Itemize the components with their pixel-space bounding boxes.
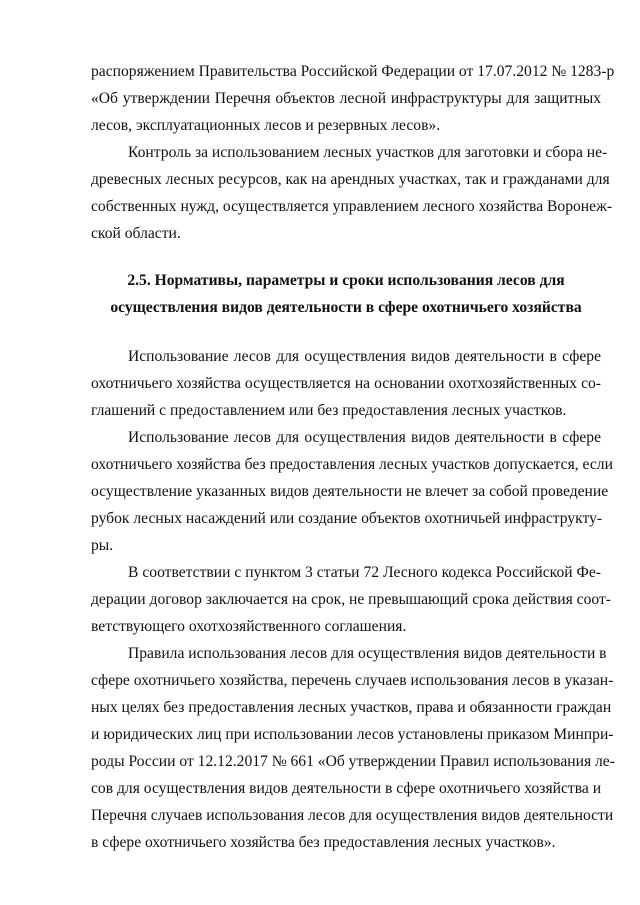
text-line: Контроль за использованием лесных участков для заготовки и сбора не- [128,144,608,161]
text-line: и юридических лиц при использовании лесов установлены приказом Минпри- [91,726,614,743]
text-line: сфере охотничьего хозяйства, перечень случаев использования лесов в указан- [91,672,614,689]
section-heading: осуществления видов деятельности в сфере охотничьего хозяйства [110,299,582,316]
text-line: сов для осуществления видов деятельности в сфере охотничьего хозяйства и [91,780,602,797]
text-line: охотничьего хозяйства без предоставления лесных участков допускается, если [91,456,613,473]
text-line: ных целях без предоставления лесных участков, права и обязанности граждан [91,699,612,716]
section-heading: 2.5. Нормативы, параметры и сроки использования лесов для [127,272,565,289]
text-line: ской области. [91,225,181,242]
text-line: дерации договор заключается на срок, не превышающий срока действия соот- [91,591,611,608]
text-line: «Об утверждении Перечня объектов лесной инфраструктуры для защитных [91,90,601,107]
text-line: собственных нужд, осуществляется управлением лесного хозяйства Воронеж- [91,198,613,215]
text-line: осуществление указанных видов деятельности не влечет за собой проведение [91,483,609,500]
text-line: распоряжением Правительства Российской Федерации от 17.07.2012 № 1283-р [91,63,615,80]
text-line: Перечня случаев использования лесов для осуществления видов деятельности [91,807,614,824]
text-line: роды России от 12.12.2017 № 661 «Об утверждении Правил использования ле- [91,753,615,770]
text-line: глашений с предоставлением или без предоставления лесных участков. [91,402,567,419]
text-line: ветствующего охотхозяйственного соглашения. [91,618,407,635]
text-line: в сфере охотничьего хозяйства без предоставления лесных участков». [91,834,556,851]
text-line: рубок лесных насаждений или создание объектов охотничьей инфраструкту- [91,510,603,527]
text-line: Правила использования лесов для осуществления видов деятельности в [128,645,607,662]
text-line: ры. [91,537,114,554]
text-line: лесов, эксплуатационных лесов и резервных лесов». [91,117,441,134]
text-line: В соответствии с пунктом 3 статьи 72 Лесного кодекса Российской Фе- [128,564,601,581]
text-line: Использование лесов для осуществления видов деятельности в сфере [128,429,601,446]
text-line: охотничьего хозяйства осуществляется на основании охотхозяйственных со- [91,375,601,392]
text-line: Использование лесов для осуществления видов деятельности в сфере [128,348,601,365]
text-line: древесных лесных ресурсов, как на арендных участках, так и гражданами для [91,171,610,188]
